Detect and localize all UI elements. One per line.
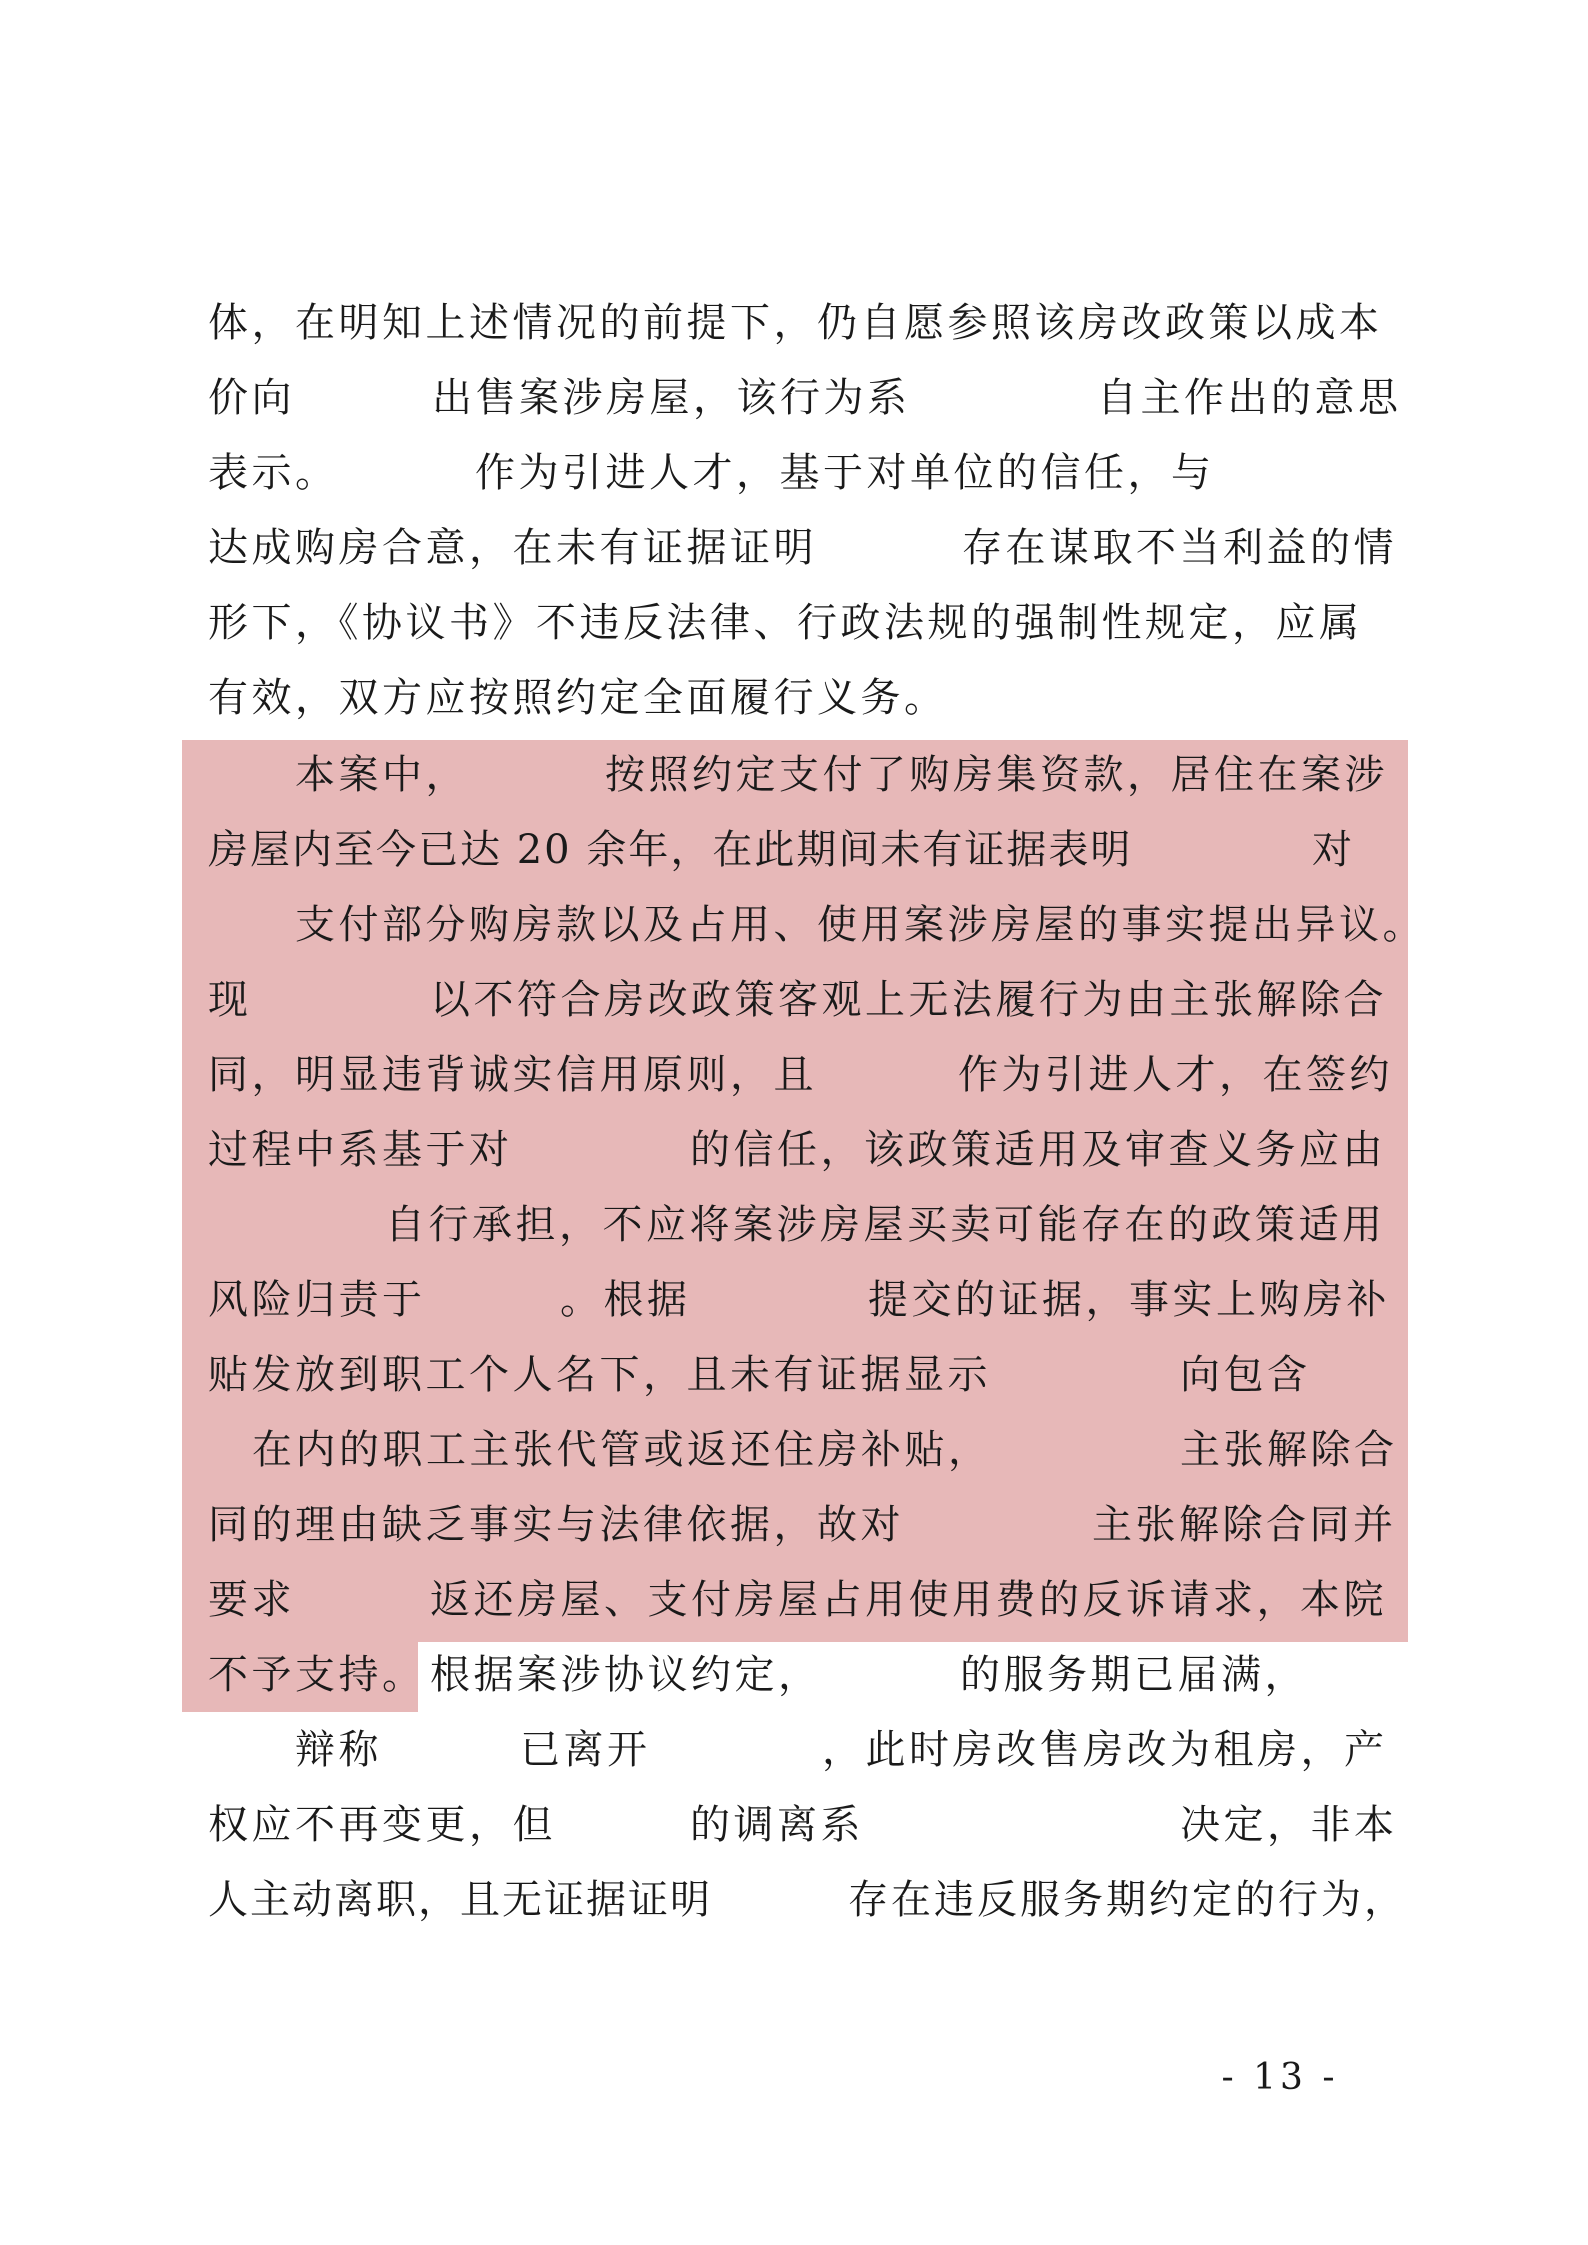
page-number: - 13 -	[1221, 2057, 1339, 2098]
text-segment: 有效，双方应按照约定全面履行义务。	[208, 675, 948, 721]
text-segment: 作为引进人才，在签约	[958, 1052, 1393, 1098]
text-segment: 对	[1312, 827, 1356, 873]
text-segment: 人主动离职，且无证据证明	[208, 1877, 712, 1923]
text-segment: 房屋内至今已达 20 余年，在此期间未有证据表明	[208, 827, 1133, 873]
text-segment: 已离开	[520, 1727, 651, 1773]
text-segment: 以不符合房改政策客观上无法履行为由主张解除合	[430, 977, 1387, 1023]
text-segment: 支付部分购房款以及占用、使用案涉房屋的事实提出异议。	[295, 902, 1426, 948]
text-segment: 自行承担，不应将案涉房屋买卖可能存在的政策适用	[385, 1202, 1386, 1248]
text-segment: 体，在明知上述情况的前提下，仍自愿参照该房改政策以成本	[208, 300, 1383, 346]
text-segment: 向包含	[1180, 1352, 1311, 1398]
text-segment: 贴发放到职工个人名下，且未有证据显示	[208, 1352, 991, 1398]
text-segment: ，此时房改售房改为租房，产	[822, 1727, 1388, 1773]
text-segment: 过程中系基于对	[208, 1127, 513, 1173]
text-segment: 不予支持。	[208, 1652, 426, 1698]
text-segment: 的调离系	[690, 1802, 864, 1848]
text-segment: 。根据	[560, 1277, 691, 1323]
text-segment: 作为引进人才，基于对单位的信任，与	[475, 450, 1215, 496]
text-segment: 存在谋取不当利益的情	[962, 525, 1397, 571]
text-segment: 现	[208, 977, 252, 1023]
text-segment: 决定，非本	[1180, 1802, 1398, 1848]
text-segment: 要求	[208, 1577, 295, 1623]
text-segment: 表示。	[208, 450, 339, 496]
text-segment: 风险归责于	[208, 1277, 426, 1323]
text-segment: 主张解除合同并	[1092, 1502, 1397, 1548]
text-segment: 主张解除合	[1180, 1427, 1398, 1473]
text-segment: 出售案涉房屋，该行为系	[432, 375, 911, 421]
text-segment: 达成购房合意，在未有证据证明	[208, 525, 817, 571]
text-segment: 的服务期已届满，	[960, 1652, 1308, 1698]
text-segment: 同的理由缺乏事实与法律依据，故对	[208, 1502, 904, 1548]
text-segment: 在内的职工主张代管或返还住房补贴，	[252, 1427, 992, 1473]
text-segment: 存在违反服务期约定的行为，	[848, 1877, 1407, 1923]
text-segment: 权应不再变更，但	[208, 1802, 556, 1848]
text-segment: 根据案涉协议约定，	[430, 1652, 822, 1698]
text-segment: 自主作出的意思	[1097, 375, 1402, 421]
text-segment: 价向	[208, 375, 295, 421]
text-segment: 同，明显违背诚实信用原则，且	[208, 1052, 817, 1098]
text-segment: 的信任，该政策适用及审查义务应由	[690, 1127, 1386, 1173]
text-segment: 返还房屋、支付房屋占用使用费的反诉请求，本院	[430, 1577, 1387, 1623]
text-segment: 本案中，	[295, 752, 469, 798]
text-segment: 按照约定支付了购房集资款，居住在案涉	[605, 752, 1388, 798]
text-segment: 提交的证据，事实上购房补	[868, 1277, 1390, 1323]
text-segment: 辩称	[295, 1727, 382, 1773]
text-segment: 形下，《协议书》不违反法律、行政法规的强制性规定，应属	[208, 600, 1363, 646]
